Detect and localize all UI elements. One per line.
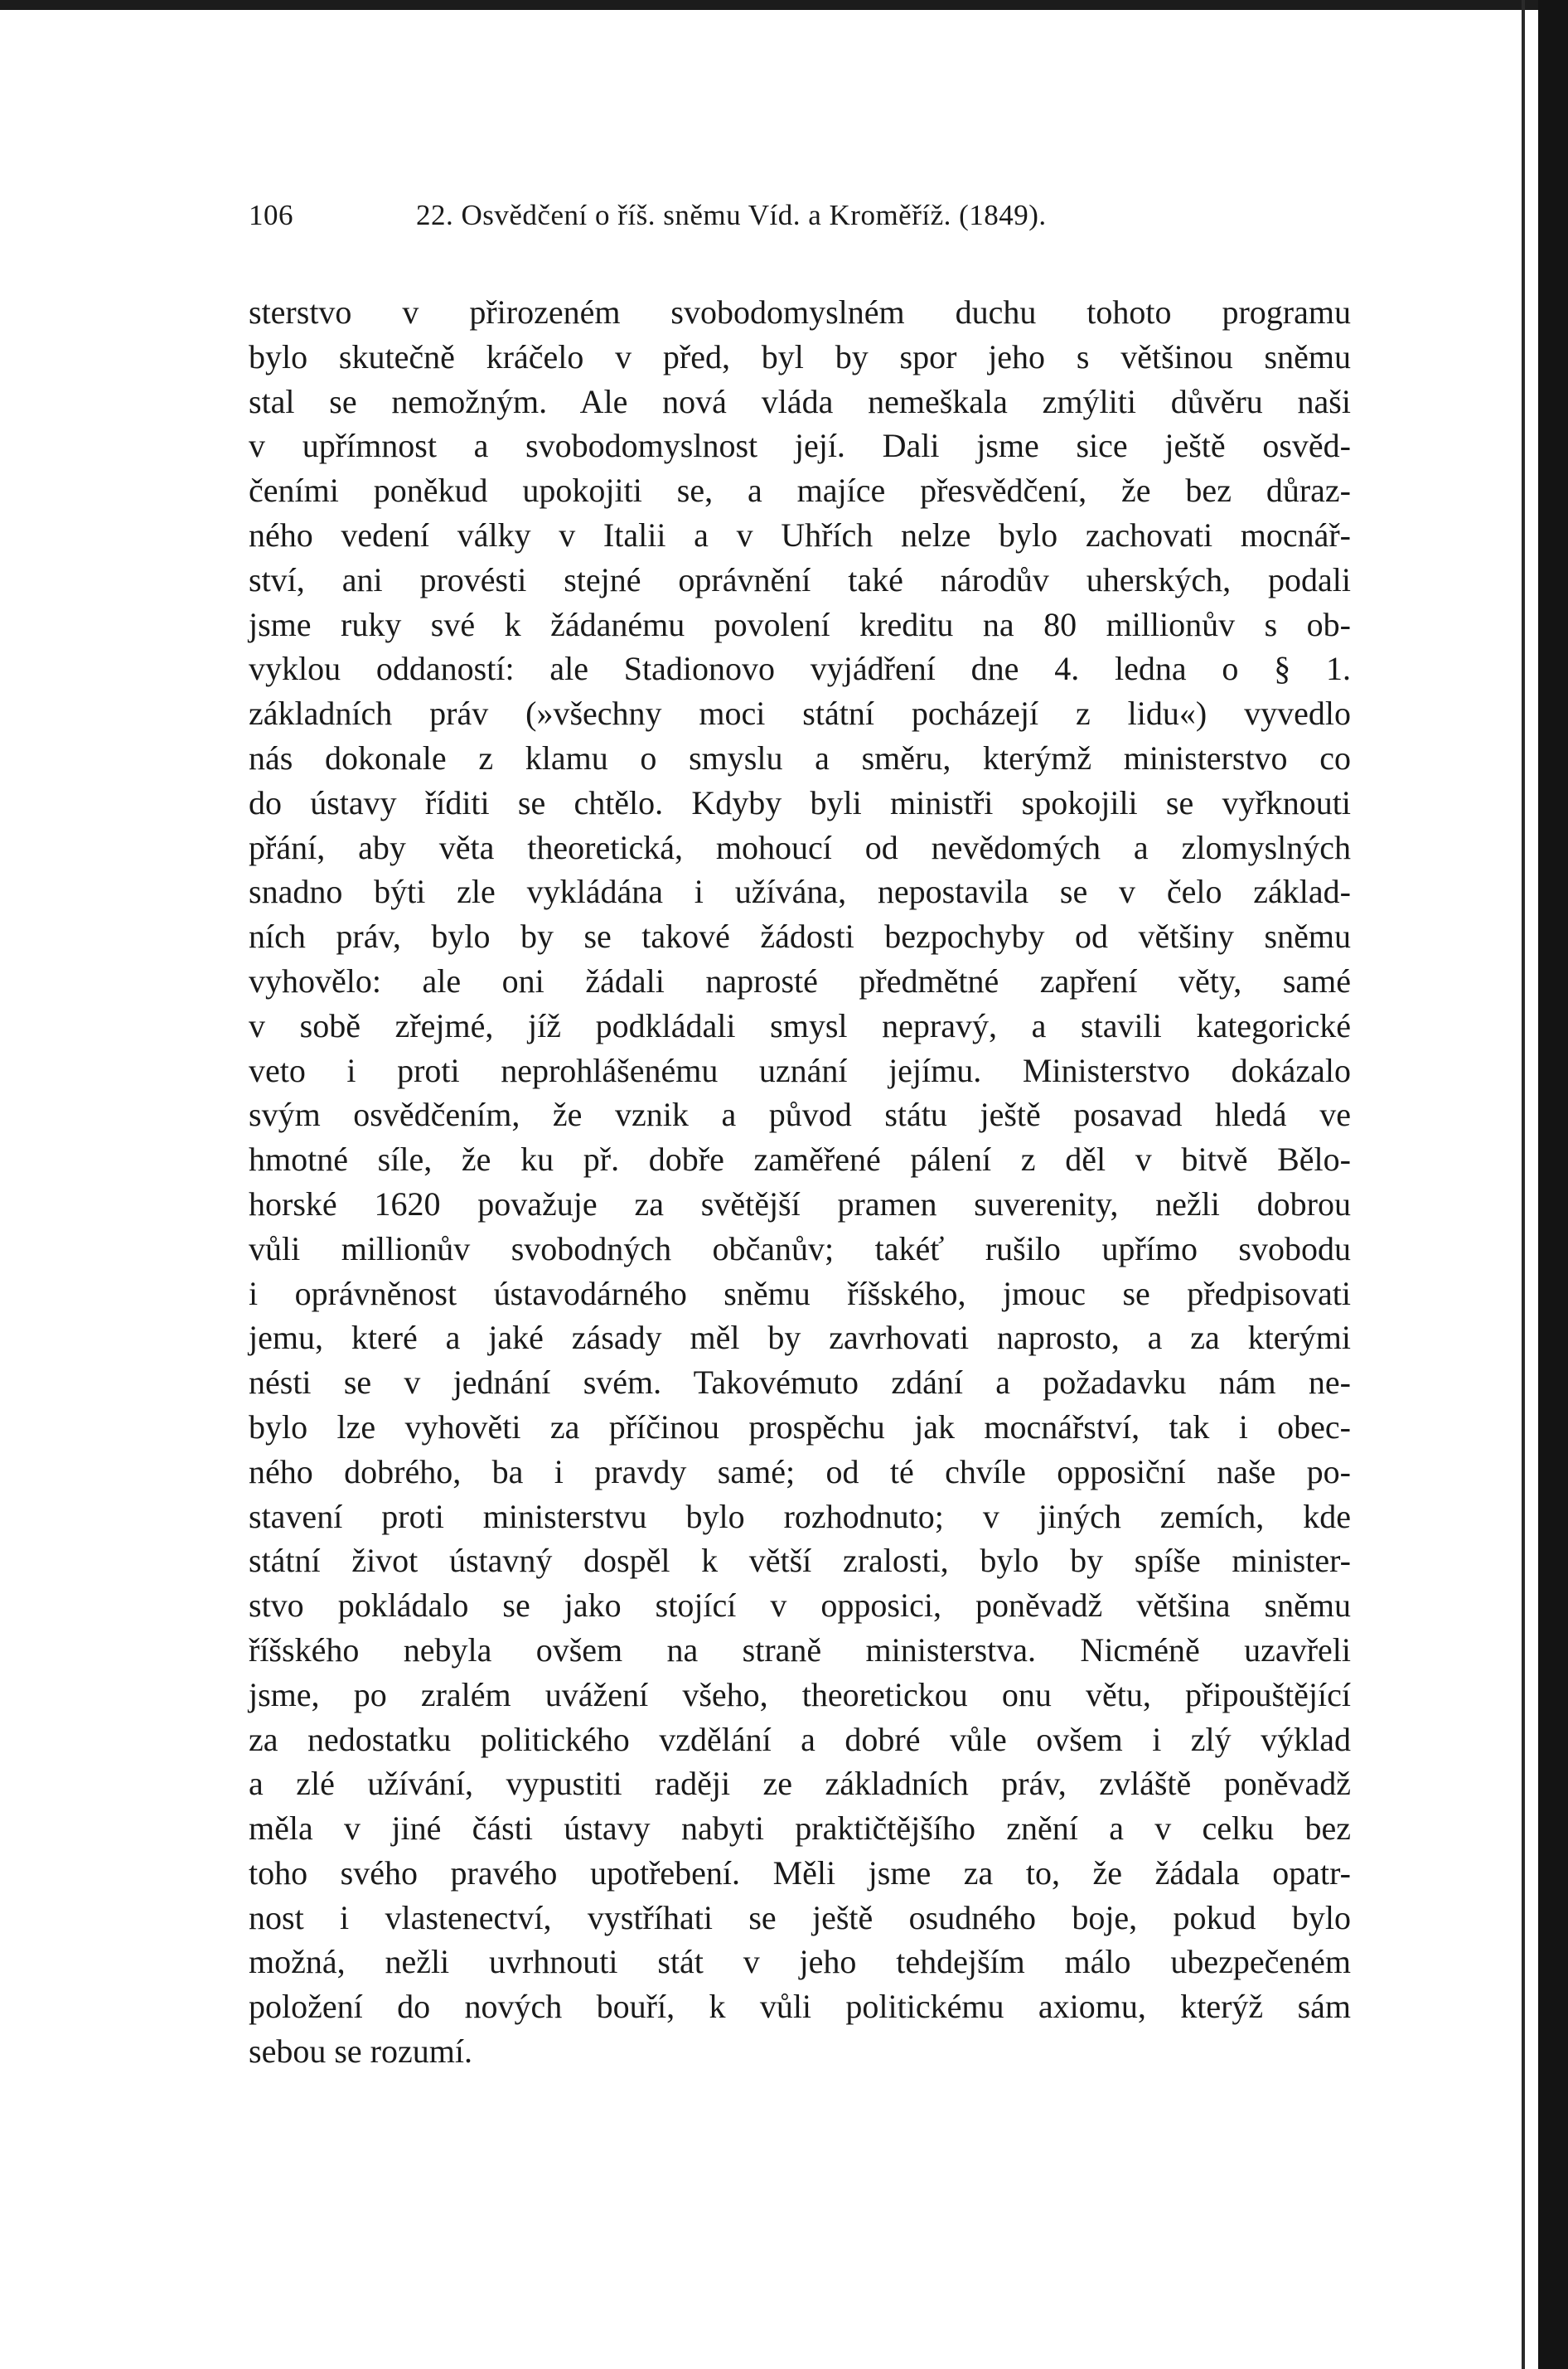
text-line: nás dokonale z klamu o smyslu a směru, kterýmž ministerstvo co	[249, 739, 1351, 777]
text-line: horské 1620 považuje za světější pramen suverenity, nežli dobrou	[249, 1184, 1351, 1223]
text-line: základních práv (»všechny moci státní pocházejí z lidu«) vyvedlo	[249, 695, 1351, 733]
scan-border-line	[1522, 0, 1525, 2369]
text-line: nost i vlastenectví, vystříhati se ještě osudného boje, pokud bylo	[249, 1898, 1351, 1936]
text-line: stal se nemožným. Ale nová vláda nemeškala zmýliti důvěru naši	[249, 382, 1351, 420]
text-line: říšského nebyla ovšem na straně ministerstva. Nicméně uzavřeli	[249, 1630, 1351, 1669]
text-line: ného dobrého, ba i pravdy samé; od té chvíle opposiční naše po-	[249, 1452, 1351, 1490]
text-line: v upřímnost a svobodomyslnost její. Dali jsme sice ještě osvěd-	[249, 427, 1351, 465]
text-line: ného vedení války v Italii a v Uhřích nelze bylo zachovati mocnář-	[249, 516, 1351, 554]
text-line: čeními poněkud upokojiti se, a majíce přesvědčení, že bez důraz-	[249, 472, 1351, 510]
page-number: 106	[249, 199, 293, 231]
text-line: stvo pokládalo se jako stojící v opposici, poněvadž většina sněmu	[249, 1587, 1351, 1625]
scan-border-right	[1538, 0, 1568, 2369]
text-line: vyhovělo: ale oni žádali naprosté předmětné zapření věty, samé	[249, 962, 1351, 1000]
text-line: stavení proti ministerstvu bylo rozhodnuto; v jiných zemích, kde	[249, 1497, 1351, 1535]
text-line: jsme, po zralém uvážení všeho, theoretickou onu větu, připouštějící	[249, 1675, 1351, 1713]
text-line: bylo skutečně kráčelo v před, byl by spor jeho s většinou sněmu	[249, 337, 1351, 375]
text-line: snadno býti zle vykládána i užívána, nepostavila se v čelo základ-	[249, 873, 1351, 911]
text-line: vůli millionův svobodných občanův; takéť rušilo upřímo svobodu	[249, 1229, 1351, 1267]
text-line: bylo lze vyhověti za příčinou prospěchu jak mocnářství, tak i obec-	[249, 1407, 1351, 1446]
body-text	[249, 290, 1351, 2074]
text-line: položení do nových bouří, k vůli politickému axiomu, kterýž sám	[249, 1988, 1351, 2026]
text-line: vyklou oddaností: ale Stadionovo vyjádření dne 4. ledna o § 1.	[249, 650, 1351, 688]
book-page	[249, 199, 1351, 2074]
running-head	[249, 199, 1351, 249]
text-line: veto i proti neprohlášenému uznání jejímu. Ministerstvo dokázalo	[249, 1051, 1351, 1089]
text-line: do ústavy říditi se chtělo. Kdyby byli ministři spokojili se vyřknouti	[249, 783, 1351, 821]
text-line: jsme ruky své k žádanému povolení kreditu na 80 millionův s ob-	[249, 605, 1351, 643]
text-line: možná, nežli uvrhnouti stát v jeho tehdejším málo ubezpečeném	[249, 1943, 1351, 1981]
text-line: svým osvědčením, že vznik a původ státu ještě posavad hledá ve	[249, 1096, 1351, 1134]
running-head-title: 22. Osvědčení o říš. sněmu Víd. a Kroměříž. (1849).	[416, 199, 1047, 231]
text-line: nésti se v jednání svém. Takovémuto zdání a požadavku nám ne-	[249, 1364, 1351, 1402]
text-line: měla v jiné části ústavy nabyti praktičtějšího znění a v celku bez	[249, 1809, 1351, 1848]
text-line: přání, aby věta theoretická, mohoucí od nevědomých a zlomyslných	[249, 828, 1351, 866]
text-line: i oprávněnost ústavodárného sněmu říšského, jmouc se předpisovati	[249, 1274, 1351, 1312]
text-line: sebou se rozumí.	[249, 2032, 472, 2071]
text-line: ství, ani provésti stejné oprávnění také národův uherských, podali	[249, 560, 1351, 598]
text-line: státní život ústavný dospěl k větší zralosti, bylo by spíše minister-	[249, 1542, 1351, 1580]
text-line: sterstvo v přirozeném svobodomyslném duchu tohoto programu	[249, 293, 1351, 331]
text-line: ních práv, bylo by se takové žádosti bezpochyby od většiny sněmu	[249, 918, 1351, 956]
text-line: toho svého pravého upotřebení. Měli jsme za to, že žádala opatr-	[249, 1853, 1351, 1892]
scan-border-top	[0, 0, 1568, 10]
text-line: jemu, které a jaké zásady měl by zavrhovati naprosto, a za kterými	[249, 1319, 1351, 1357]
text-line: hmotné síle, že ku př. dobře zaměřené pálení z děl v bitvě Bělo-	[249, 1141, 1351, 1179]
text-line: a zlé užívání, vypustiti raději ze základních práv, zvláště poněvadž	[249, 1765, 1351, 1803]
text-line: za nedostatku politického vzdělání a dobré vůle ovšem i zlý výklad	[249, 1720, 1351, 1758]
text-line: v sobě zřejmé, jíž podkládali smysl nepravý, a stavili kategorické	[249, 1006, 1351, 1044]
